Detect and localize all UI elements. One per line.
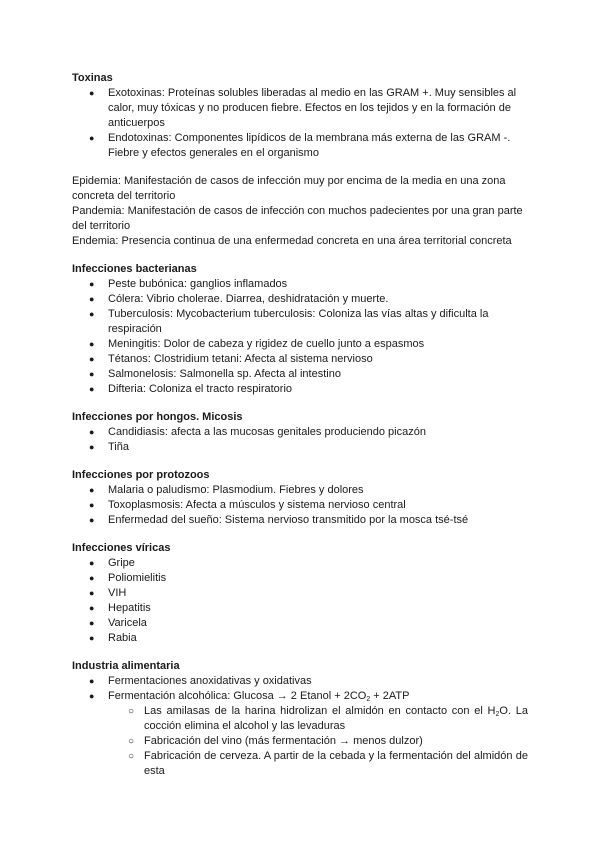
list-item: ● Malaria o paludismo: Plasmodium. Fiebres y dolores	[89, 484, 364, 496]
list-item: ● VIH	[89, 587, 127, 599]
list-item: ● Difteria: Coloniza el tracto respiratorio	[89, 383, 293, 395]
document-content	[72, 71, 528, 779]
list-item: ● Meningitis: Dolor de cabeza y rigidez de cuello junto a espasmos	[89, 338, 425, 350]
list-item: ● Salmonelosis: Salmonella sp. Afecta al intestino	[89, 368, 341, 380]
list-item: ● Gripe	[89, 557, 135, 569]
list-toxinas	[72, 86, 528, 161]
bullet-icon: ●	[89, 603, 95, 613]
list-item: ● Rabia	[89, 632, 137, 644]
bullet-icon: ●	[89, 676, 95, 686]
bullet-icon: ●	[89, 515, 95, 525]
list-item: ● Varicela	[89, 617, 147, 629]
list-item: ● Tuberculosis: Mycobacterium tuberculosis: Coloniza las vías altas y dificulta la respiración	[89, 308, 489, 335]
bullet-icon: ●	[89, 309, 95, 319]
sublist-item: ○ Las amilasas de la harina hidrolizan el almidón en contacto con el $H_2O$. La cocción elimina el alcohol y las levaduras	[128, 705, 529, 732]
list-item: ● Toxoplasmosis: Afecta a músculos y sistema nervioso central	[89, 499, 406, 511]
list-item: ● Candidiasis: afecta a las mucosas genitales produciendo picazón	[89, 426, 426, 438]
list-item: ● Exotoxinas: Proteínas solubles liberadas al medio en las GRAM +. Muy sensibles al calor, muy tóxicas y no producen fiebre. Efectos en los tejidos y en la formación de anticuerpos	[89, 87, 517, 129]
bullet-icon: ●	[89, 369, 95, 379]
heading-protozoos: Infecciones por protozoos	[72, 469, 210, 481]
definition-endemia: Endemia: Presencia continua de una enfermedad concreta en una área territorial concreta	[72, 235, 512, 247]
spacer	[72, 455, 528, 468]
bullet-icon: ●	[89, 442, 95, 452]
list-item: ● Peste bubónica: ganglios inflamados	[89, 278, 288, 290]
heading-hongos: Infecciones por hongos. Micosis	[72, 411, 243, 423]
bullet-icon: ●	[89, 485, 95, 495]
spacer	[72, 397, 528, 410]
list-viricas	[72, 556, 528, 646]
list-industria	[72, 674, 528, 704]
list-hongos	[72, 425, 528, 455]
sublist-item: ○ Fabricación de cerveza. A partir de la cebada y la fermentación del almidón de esta	[128, 750, 528, 777]
definition-epidemia: Epidemia: Manifestación de casos de infección muy por encima de la media en una zona concreta del territorio	[72, 175, 506, 202]
bullet-icon: ●	[89, 573, 95, 583]
list-item: ● Enfermedad del sueño: Sistema nervioso transmitido por la mosca tsé-tsé	[89, 514, 469, 526]
list-bacterianas	[72, 277, 528, 397]
bullet-icon: ●	[89, 88, 95, 98]
bullet-icon: ●	[89, 633, 95, 643]
bullet-icon: ●	[89, 294, 95, 304]
bullet-icon: ●	[89, 339, 95, 349]
heading-bacterianas: Infecciones bacterianas	[72, 263, 197, 275]
bullet-icon: ●	[89, 500, 95, 510]
list-item: ● Poliomielitis	[89, 572, 167, 584]
bullet-icon: ●	[89, 427, 95, 437]
bullet-icon: ●	[89, 384, 95, 394]
circle-bullet-icon: ○	[128, 736, 135, 747]
list-item: ● Tétanos: Clostridium tetani: Afecta al sistema nervioso	[89, 353, 373, 365]
bullet-icon: ●	[89, 354, 95, 364]
bullet-icon: ●	[89, 279, 95, 289]
list-item: ● Fermentación alcohólica: Glucosa → 2 Etanol + $2CO_2 + 2ATP$	[89, 690, 410, 703]
bullet-icon: ●	[89, 618, 95, 628]
spacer	[72, 249, 528, 262]
definition-pandemia: Pandemia: Manifestación de casos de infección con muchos padecientes por una gran parte del territorio	[72, 205, 523, 232]
heading-viricas: Infecciones víricas	[72, 542, 171, 554]
sublist-item: ○ Fabricación del vino (más fermentación → menos dulzor)	[128, 735, 423, 747]
list-item: ● Endotoxinas: Componentes lipídicos de la membrana más externa de las GRAM -. Fiebre y efectos generales en el organismo	[89, 132, 511, 159]
bullet-icon: ●	[89, 133, 95, 143]
list-item: ● Hepatitis	[89, 602, 151, 614]
spacer	[72, 528, 528, 541]
spacer	[72, 646, 528, 659]
circle-bullet-icon: ○	[128, 706, 135, 717]
sublist-industria	[72, 704, 528, 779]
bullet-icon: ●	[89, 558, 95, 568]
list-protozoos	[72, 483, 528, 528]
bullet-icon: ●	[89, 691, 95, 701]
heading-toxinas: Toxinas	[72, 72, 113, 84]
list-item: ● Cólera: Vibrio cholerae. Diarrea, deshidratación y muerte.	[89, 293, 389, 305]
spacer	[72, 161, 528, 174]
list-item: ● Tiña	[89, 441, 129, 453]
circle-bullet-icon: ○	[128, 751, 135, 762]
bullet-icon: ●	[89, 588, 95, 598]
list-item: ● Fermentaciones anoxidativas y oxidativas	[89, 675, 312, 687]
heading-industria: Industria alimentaria	[72, 660, 180, 672]
